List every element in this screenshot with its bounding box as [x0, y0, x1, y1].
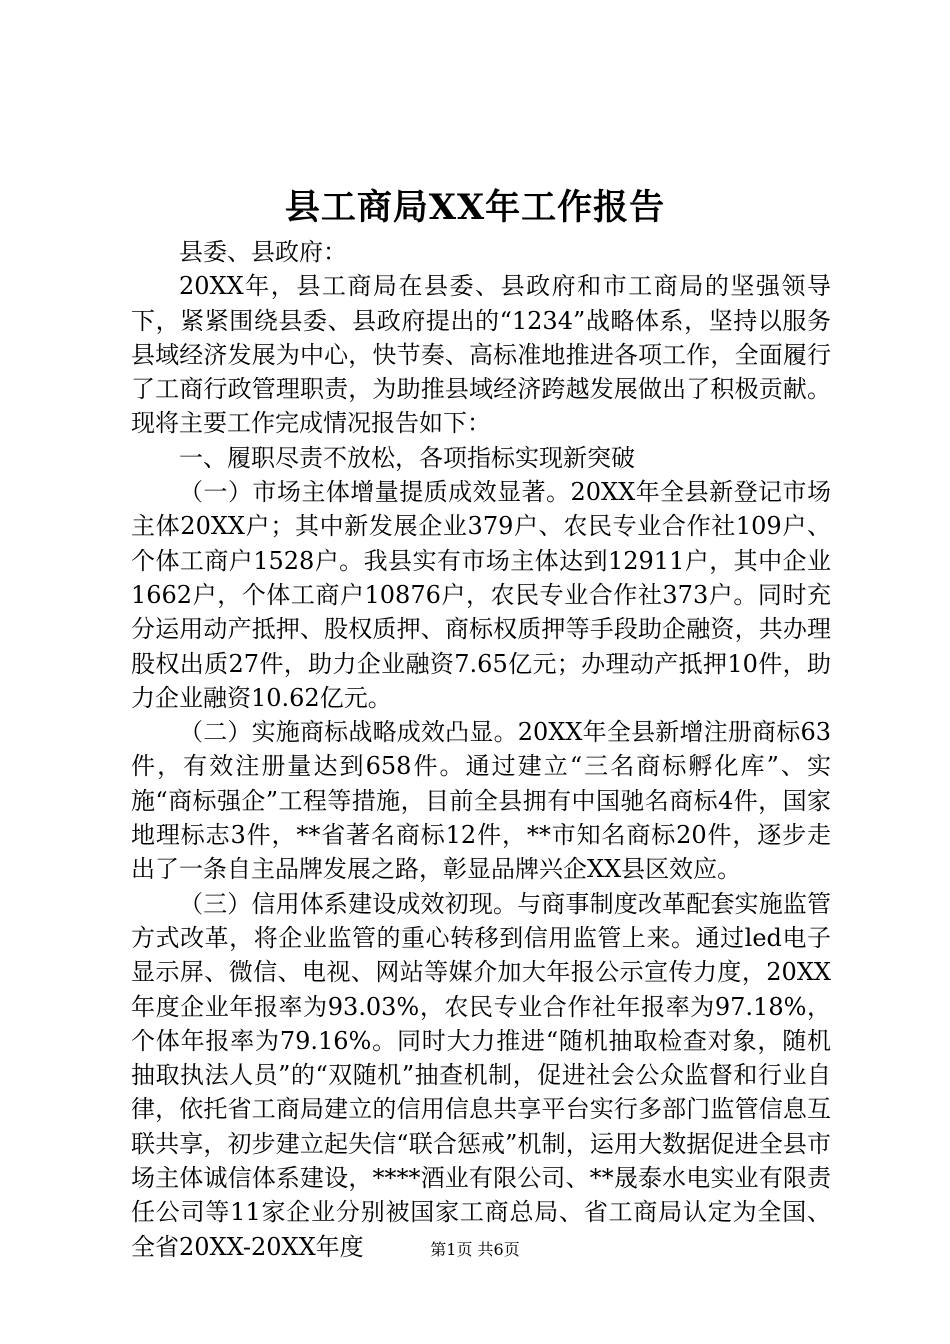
paragraph-intro: 20XX年，县工商局在县委、县政府和市工商局的坚强领导下，紧紧围绕县委、县政府提出的“1234”战略体系，坚持以服务县域经济发展为中心，快节奏、高标准地推进各项工作，全面履行了工商行政管理职责，为助推县域经济跨越发展做出了积极贡献。现将主要工作完成情况报告如下：	[131, 272, 831, 438]
paragraph-trademark-strategy: （二）实施商标战略成效凸显。20XX年全县新增注册商标63件，有效注册量达到658件。通过建立“三名商标孵化库”、实施“商标强企”工程等措施，目前全县拥有中国驰名商标4件，国家地理标志3件，**省著名商标12件，**市知名商标20件，逐步走出了一条自主品牌发展之路，彰显品牌兴企XX县区效应。	[131, 718, 831, 884]
paragraph-market-entities: （一）市场主体增量提质成效显著。20XX年全县新登记市场主体20XX户；其中新发展企业379户、农民专业合作社109户、个体工商户1528户。我县实有市场主体达到12911户，其中企业1662户，个体工商户10876户，农民专业合作社373户。同时充分运用动产抵押、股权质押、商标权质押等手段助企融资，共办理股权出质27件，助力企业融资7.65亿元；办理动产抵押10件，助力企业融资10.62亿元。	[131, 478, 831, 712]
section-heading-1: 一、履职尽责不放松，各项指标实现新突破	[179, 443, 635, 472]
page-footer: 第1页 共6页	[430, 1240, 520, 1259]
document-title: 县工商局XX年工作报告	[284, 187, 666, 228]
document-body	[131, 235, 831, 1264]
salutation: 县委、县政府：	[179, 238, 347, 266]
paragraph-credit-system: （三）信用体系建设成效初现。与商事制度改革配套实施监管方式改革，将企业监管的重心转移到信用监管上来。通过led电子显示屏、微信、电视、网站等媒介加大年报公示宣传力度，20XX年度企业年报率为93.03%，农民专业合作社年报率为97.18%，个体年报率为79.16%。同时大力推进“随机抽取检查对象，随机抽取执法人员”的“双随机”抽查机制，促进社会公众监督和行业自律，依托省工商局建立的信用信息共享平台实行多部门监管信息互联共享，初步建立起失信“联合惩戒”机制，运用大数据促进全县市场主体诚信体系建设，****酒业有限公司、**晟泰水电实业有限责任公司等11家企业分别被国家工商总局、省工商局认定为全国、全省20XX-20XX年度	[131, 889, 831, 1261]
